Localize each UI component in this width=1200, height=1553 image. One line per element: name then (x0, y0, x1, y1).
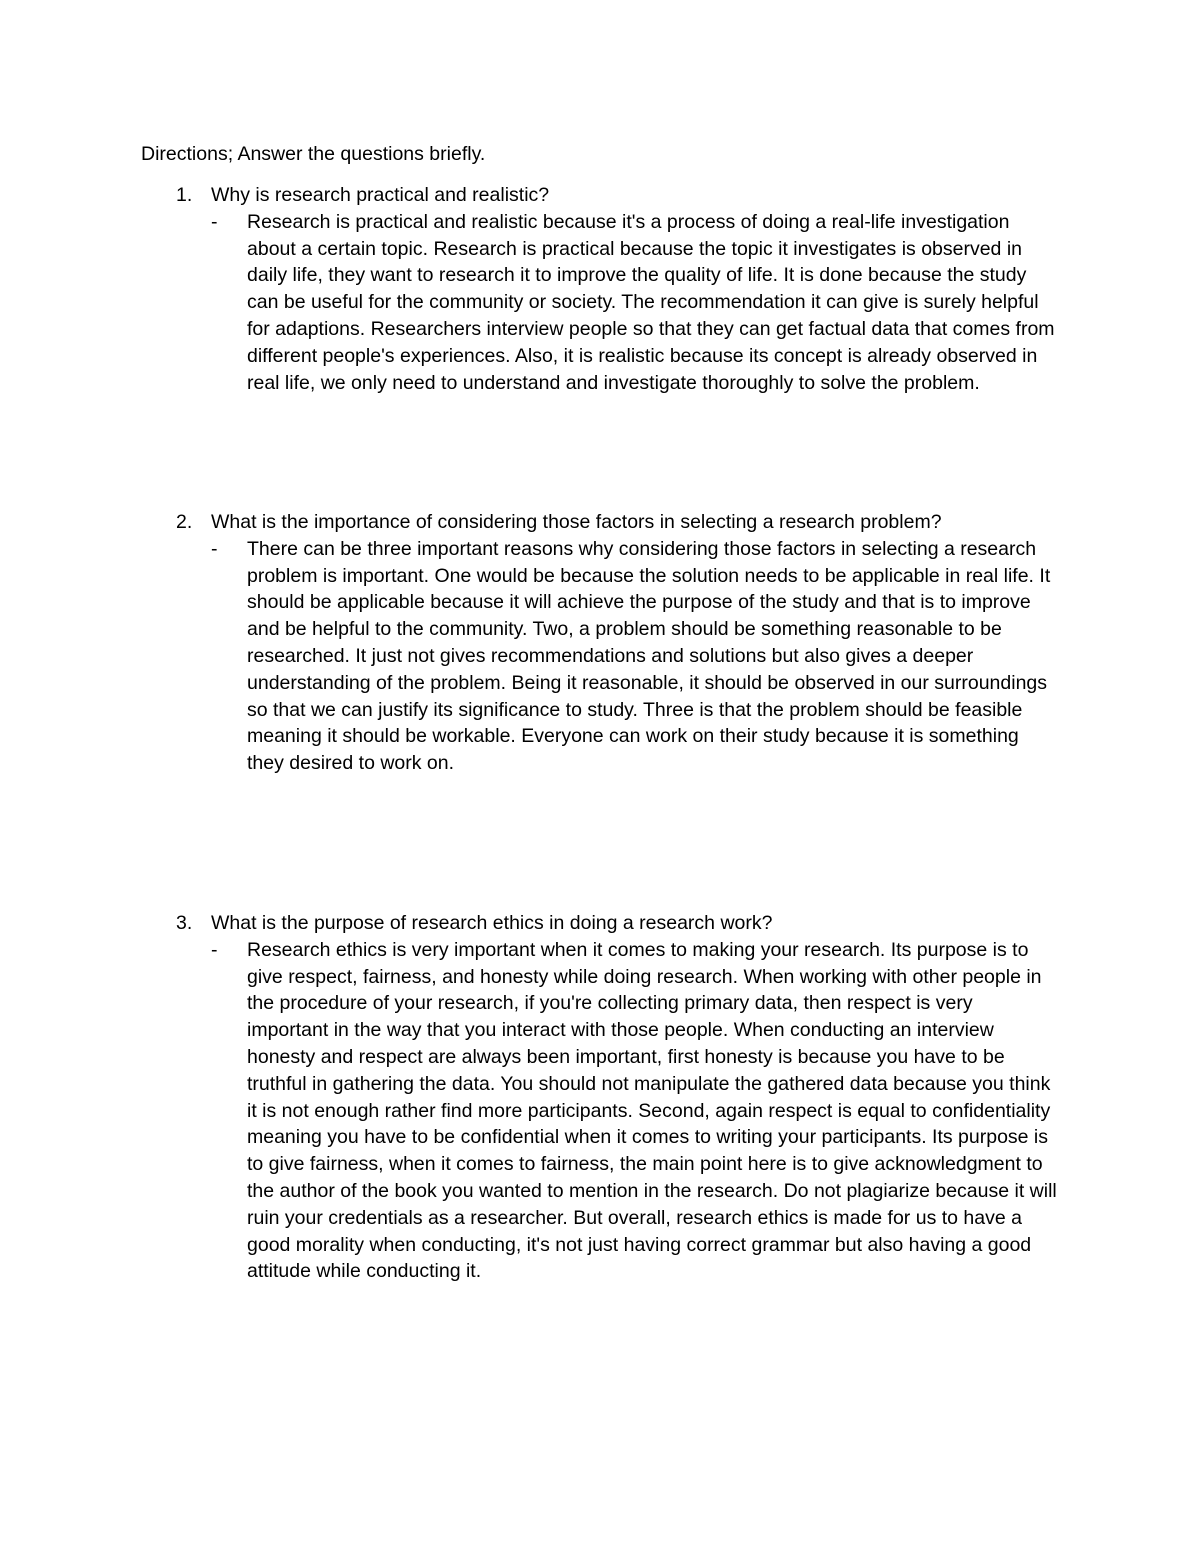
question-text: Why is research practical and realistic? (211, 184, 550, 206)
question-line (176, 182, 1066, 209)
answer-block (176, 536, 1066, 777)
answer-bullet: - (211, 537, 218, 560)
question-number: 2. (176, 511, 193, 533)
question-item-1 (176, 182, 1066, 396)
directions-text: Directions; Answer the questions briefly. (141, 143, 486, 165)
answer-text: Research ethics is very important when it comes to making your research. Its purpose is to give respect, fairness, and honesty while doing research. When working with other people in the procedure of your research, if you're collecting primary data, then respect is very important in the way that you interact with those people. When conducting an interview honesty and respect are always been important, first honesty is because you have to be truthful in gathering the data. You should not manipulate the gathered data because you think it is not enough rather find more participants. Second, again respect is equal to confidentiality meaning you have to be confidential when it comes to writing your participants. Its purpose is to give fairness, when it comes to fairness, the main point here is to give acknowledgment to the author of the book you wanted to mention in the research. Do not plagiarize because it will ruin your credentials as a researcher. But overall, research ethics is made for us to have a good morality when conducting, it's not just having correct grammar but also having a good attitude while conducting it. (247, 938, 1057, 1283)
answer-text: Research is practical and realistic because it's a process of doing a real-life investigation about a certain topic. Research is practical because the topic it investigates is observed in daily life, they want to research it to improve the quality of life. It is done because the study can be useful for the community or society. The recommendation it can give is surely helpful for adaptions. Researchers interview people so that they can get factual data that comes from different people's experiences. Also, it is realistic because its concept is already observed in real life, we only need to understand and investigate thoroughly to solve the problem. (247, 210, 1055, 394)
answer-bullet: - (211, 938, 218, 961)
answer-block (176, 209, 1066, 397)
answer-text: There can be three important reasons why considering those factors in selecting a research problem is important. One would be because the solution needs to be applicable in real life. It should be applicable because it will achieve the purpose of the study and that is to improve and be helpful to the community. Two, a problem should be something reasonable to be researched. It just not gives recommendations and solutions but also gives a deeper understanding of the problem. Being it reasonable, it should be observed in our surroundings so that we can justify its significance to study. Three is that the problem should be feasible meaning it should be workable. Everyone can work on their study because it is something they desired to work on. (247, 537, 1051, 775)
question-number: 3. (176, 912, 193, 934)
answer-bullet: - (211, 210, 218, 233)
question-number: 1. (176, 184, 193, 206)
question-line (176, 910, 1066, 937)
question-item-2 (176, 509, 1066, 777)
question-line (176, 509, 1066, 536)
question-text: What is the purpose of research ethics in doing a research work? (211, 912, 773, 934)
answer-block (176, 937, 1066, 1285)
question-item-3 (176, 910, 1066, 1285)
question-text: What is the importance of considering those factors in selecting a research problem? (211, 511, 942, 533)
